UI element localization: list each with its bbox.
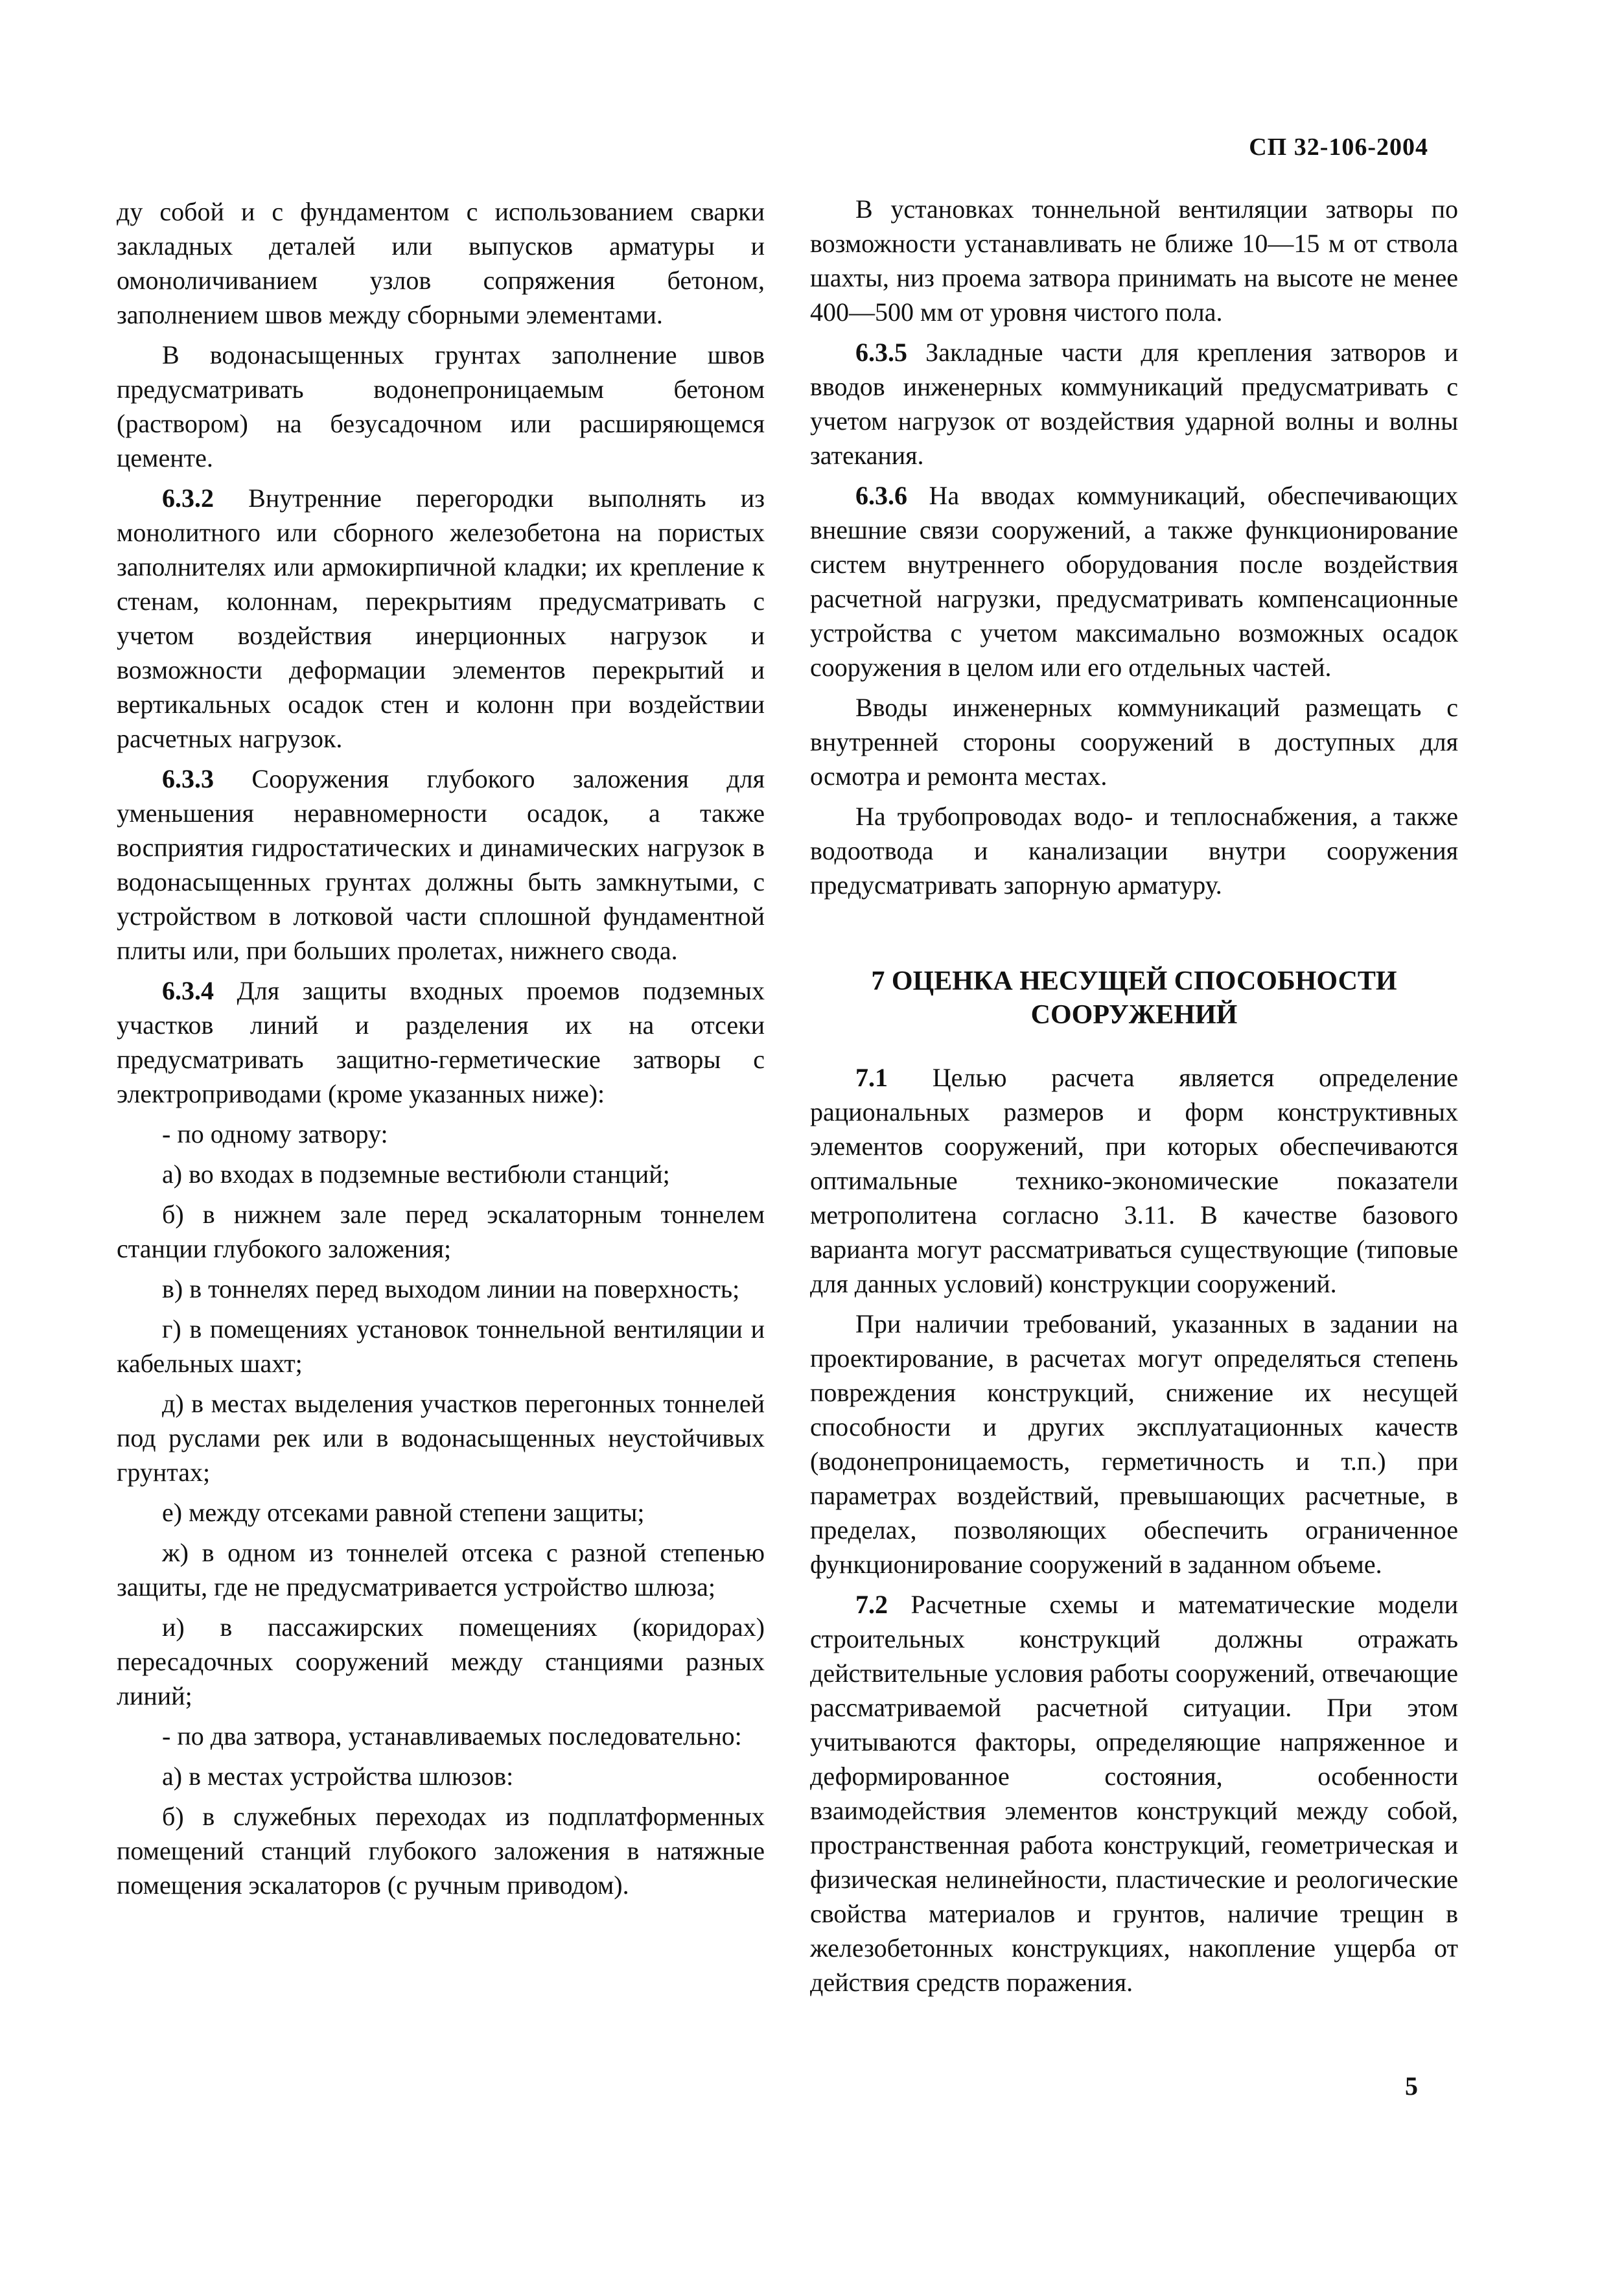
paragraph: В водонасыщенных грунтах заполнение швов предусматривать водонепроницаемым бетоном (раствором) на безусадочном или расширяющемся цементе. <box>117 340 765 472</box>
paragraph: На трубопроводах водо- и теплоснабжения, а также водоотвода и канализации внутри сооружения предусматривать запорную арматуру. <box>810 802 1458 900</box>
right-column <box>810 192 1458 2005</box>
paragraph: При наличии требований, указанных в задании на проектирование, в расчетах могут определяться степень повреждения конструкций, снижение их несущей способности и других эксплуатационных качеств (водонепроницаемость, герметичность и т.п.) при параметрах воздействий, превышающих расчетные, в пределах, позволяющих обеспечить ограниченное функционирование сооружений в заданном объеме. <box>810 1309 1458 1579</box>
list-item: б) в нижнем зале перед эскалаторным тоннелем станции глубокого заложения; <box>117 1200 765 1263</box>
clause-number: 7.1 <box>855 1063 888 1092</box>
list-item: б) в служебных переходах из подплатформенных помещений станций глубокого заложения в натяжные помещения эскалаторов (с ручным приводом). <box>117 1802 765 1900</box>
page-number: 5 <box>1405 2071 1418 2101</box>
paragraph: 6.3.4 Для защиты входных проемов подземных участков линий и разделения их на отсеки предусматривать защитно-герметические затворы с электроприводами (кроме указанных ниже): <box>117 976 765 1108</box>
clause-number: 6.3.6 <box>855 481 907 510</box>
list-item: - по два затвора, устанавливаемых последовательно: <box>162 1721 742 1751</box>
section-heading: 7 ОЦЕНКА НЕСУЩЕЙ СПОСОБНОСТИ СООРУЖЕНИЙ <box>871 966 1397 1030</box>
paragraph: 6.3.6 На вводах коммуникаций, обеспечивающих внешние связи сооружений, а также функционирование систем внутреннего оборудования после воздействия расчетной нагрузки, предусматривать компенсационные устройства с учетом максимально возможных осадок сооружения в целом или его отдельных частей. <box>810 481 1458 682</box>
paragraph: В установках тоннельной вентиляции затворы по возможности устанавливать не ближе 10—15 м от ствола шахты, низ проема затвора принимать на высоте не менее 400—500 мм от уровня чистого пола. <box>810 194 1458 327</box>
clause-number: 6.3.4 <box>162 976 214 1005</box>
list-item: - по одному затвору: <box>162 1119 388 1148</box>
clause-number: 6.3.3 <box>162 764 214 793</box>
list-item: д) в местах выделения участков перегонных тоннелей под руслами рек или в водонасыщенных неустойчивых грунтах; <box>117 1389 765 1487</box>
paragraph: 6.3.3 Сооружения глубокого заложения для уменьшения неравномерности осадок, а также восприятия гидростатических и динамических нагрузок в водонасыщенных грунтах должны быть замкнутыми, с устройством в лотковой части сплошной фундаментной плиты или, при больших пролетах, нижнего свода. <box>117 764 765 965</box>
paragraph: 6.3.2 Внутренние перегородки выполнять из монолитного или сборного железобетона на пористых заполнителях или армокирпичной кладки; их крепление к стенам, колоннам, перекрытиям предусматривать с учетом воздействия инерционных нагрузок и возможности деформации элементов перекрытий и вертикальных осадок стен и колонн при воздействии расчетных нагрузок. <box>117 484 765 753</box>
list-item: и) в пассажирских помещениях (коридорах) пересадочных сооружений между станциями разных линий; <box>117 1613 765 1710</box>
clause-number: 6.3.2 <box>162 484 214 513</box>
list-item: г) в помещениях установок тоннельной вентиляции и кабельных шахт; <box>117 1314 765 1378</box>
list-item: е) между отсеками равной степени защиты; <box>162 1498 645 1527</box>
list-item: а) в местах устройства шлюзов: <box>162 1762 514 1791</box>
left-column <box>117 194 765 1908</box>
paragraph: 7.2 Расчетные схемы и математические модели строительных конструкций должны отражать действительные условия работы сооружений, отвечающие рассматриваемой расчетной ситуации. При этом учитываются факторы, определяющие напряженное и деформированное состояния, особенности взаимодействия элементов конструкций между собой, пространственная работа конструкций, геометрическая и физическая нелинейности, пластические и реологические свойства материалов и грунтов, наличие трещин в железобетонных конструкциях, накопление ущерба от действия средств поражения. <box>810 1590 1459 1997</box>
document-code: СП 32-106-2004 <box>1249 134 1428 161</box>
clause-number: 6.3.5 <box>855 338 907 367</box>
clause-number: 7.2 <box>855 1590 888 1619</box>
list-item: ж) в одном из тоннелей отсека с разной степенью защиты, где не предусматривается устройство шлюза; <box>117 1538 765 1602</box>
list-item: в) в тоннелях перед выходом линии на поверхность; <box>162 1274 740 1303</box>
paragraph: 6.3.5 Закладные части для крепления затворов и вводов инженерных коммуникаций предусматривать с учетом нагрузок от воздействия ударной волны и волны затекания. <box>810 338 1458 470</box>
list-item: а) во входах в подземные вестибюли станций; <box>162 1159 670 1189</box>
paragraph: ду собой и с фундаментом с использованием сварки закладных деталей или выпусков арматуры и омоноличиванием узлов сопряжения бетоном, заполнением швов между сборными элементами. <box>117 197 765 329</box>
paragraph: 7.1 Целью расчета является определение рациональных размеров и форм конструктивных элементов сооружений, при которых обеспечиваются оптимальные технико-экономические показатели метрополитена согласно 3.11. В качестве базового варианта могут рассматриваться существующие (типовые для данных условий) конструкции сооружений. <box>810 1063 1459 1298</box>
paragraph: Вводы инженерных коммуникаций размещать с внутренней стороны сооружений в доступных для осмотра и ремонта местах. <box>810 693 1458 791</box>
